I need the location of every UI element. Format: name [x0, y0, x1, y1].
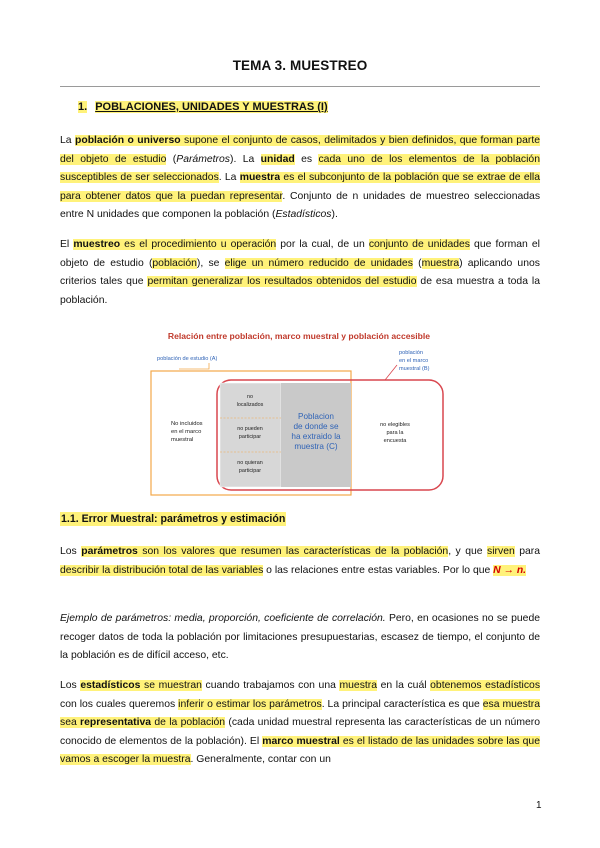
label-refuse-1: no quieran [237, 460, 263, 466]
text-run: que forman el objeto de estudio ( [60, 239, 540, 269]
label-sample-pop-4: muestra (C) [294, 442, 338, 451]
figure-title: Relación entre población, marco muestral y población accesible [167, 331, 431, 341]
text-run: Los [60, 680, 81, 691]
label-population: población de estudio (A) [157, 356, 218, 362]
text-run: en la cuál [377, 680, 431, 691]
text-run: ) aplicando unos criterios tales que [60, 257, 540, 288]
text-run: por la cual, de un [276, 239, 369, 250]
highlight-run: obtenemos estadísticos [430, 680, 541, 691]
label-not-located-1: no [247, 394, 253, 400]
label-not-eligible-3: encuesta [383, 438, 407, 444]
title-rule [60, 86, 540, 87]
text-run: con los cuales queremos [60, 698, 179, 710]
text-run: . La [218, 172, 240, 184]
term-representativa: representativa [80, 717, 152, 729]
label-not-located-2: localizados [236, 402, 264, 408]
highlight-run: describir la distribución total de las variables [60, 564, 264, 576]
highlight-run: elige un número reducido de unidades [224, 257, 413, 269]
formula-n: N → n. [493, 564, 527, 576]
highlight-run: población [152, 257, 197, 269]
text-run: . La principal característica es que [321, 698, 483, 710]
page-title: TEMA 3. MUESTREO [232, 58, 368, 73]
highlight-run: cada uno de los elementos de la población susceptibles de ser seleccionados [60, 153, 540, 184]
text-run: ). [331, 209, 338, 221]
label-frame-2: en el marco [399, 358, 429, 364]
section-heading-1 [78, 101, 328, 113]
subsection-label: 1.1. Error Muestral: parámetros y estimación [61, 513, 286, 525]
paragraph-estadisticos [60, 677, 540, 770]
label-not-included-1: No incluidos [171, 421, 203, 427]
text-run: La [60, 135, 75, 146]
term-muestra: muestra [239, 172, 281, 184]
highlight-run: se muestran [140, 680, 202, 691]
italic-run: Parámetros [176, 153, 230, 165]
section-label: POBLACIONES, UNIDADES Y MUESTRAS (I) [95, 101, 328, 113]
highlight-run: es el procedimiento u operación [120, 239, 277, 250]
label-not-included-2: en el marco [171, 429, 202, 435]
text-run: ( [412, 257, 422, 269]
highlight-run: muestra [339, 680, 378, 691]
label-cannot-participate-1: no pueden [237, 426, 263, 432]
text-run: es [294, 153, 319, 165]
italic-run: Ejemplo de parámetros: media, proporción, coeficiente de correlación. [60, 613, 386, 624]
label-sample-pop-2: de donde se [293, 422, 339, 431]
text-run: (cada unidad muestral representa las características de un número conocido de elementos de la población). El [60, 717, 540, 747]
pointer-line-frame [385, 365, 397, 380]
text-run: o las relaciones entre estas variables. Por lo que [263, 564, 494, 576]
label-frame-1: población [399, 350, 423, 356]
text-run: cuando trabajamos con una [201, 680, 340, 691]
term-unidad: unidad [260, 153, 295, 165]
text-run: de esa muestra a toda la población. [60, 276, 540, 306]
subsection-heading [60, 513, 286, 525]
text-run: ( [166, 153, 177, 165]
text-run: ), se [196, 257, 225, 269]
highlight-run: son los valores que resumen las características de la población [137, 546, 449, 557]
text-run: para [514, 546, 541, 557]
label-refuse-2: participar [238, 468, 262, 474]
text-run: . Generalmente, contar con un [190, 754, 331, 766]
text-run: ). La [229, 153, 261, 165]
highlight-run: es el subconjunto de la población que se extrae de ella para obtener datos que la puedan representar [60, 172, 540, 202]
label-frame-3: muestral (B) [399, 366, 430, 372]
term-estadisticos: estadísticos [80, 680, 141, 691]
paragraph-poblacion [60, 132, 540, 225]
highlight-run: es el listado de las unidades sobre las que vamos a escoger la muestra [60, 735, 540, 766]
highlight-run: supone el conjunto de casos, delimitados y bien definidos, que forman parte del objeto de estudio [60, 135, 540, 165]
label-cannot-participate-2: participar [238, 434, 262, 440]
population-diagram [149, 327, 449, 499]
paragraph-ejemplo [60, 610, 540, 666]
label-not-included-3: muestral [171, 437, 194, 443]
text-run: , y que [448, 546, 488, 557]
highlight-run: sirven [487, 546, 515, 557]
term-muestreo: muestreo [73, 239, 121, 250]
label-sample-pop-1: Poblacion [298, 412, 334, 421]
term-marco-muestral: marco muestral [262, 735, 340, 747]
pointer-line-population [179, 363, 209, 369]
highlight-run: conjunto de unidades [368, 239, 470, 250]
section-number: 1. [78, 101, 88, 113]
label-not-eligible-1: no elegibles [380, 422, 410, 428]
highlight-run: esa muestra sea [60, 698, 540, 729]
text-run: . Conjunto de n unidades de muestreo seleccionadas entre N unidades que componen la población ( [60, 190, 541, 221]
text-run: El [60, 239, 74, 250]
highlight-run: de la población [151, 717, 226, 729]
text-run: Los [60, 546, 82, 557]
label-sample-pop-3: ha extraido la [291, 432, 341, 441]
term-parametros: parámetros [81, 546, 138, 557]
page-number: 1 [536, 800, 542, 811]
label-not-eligible-2: para la [386, 430, 404, 436]
text-run: Pero, en ocasiones no se puede recoger datos de toda la población por limitaciones presupuestarias, escasez de tiempo, el conjunto de la población es de difícil acceso, etc. [60, 613, 541, 662]
highlight-run: permitan generalizar los resultados obtenidos del estudio [147, 276, 417, 288]
highlight-run: muestra [421, 257, 460, 269]
italic-run: Estadísticos [275, 209, 332, 221]
paragraph-muestreo [60, 236, 540, 310]
paragraph-parametros [60, 543, 540, 580]
highlight-run: inferir o estimar los parámetros [178, 698, 322, 710]
term-poblacion: población o universo [75, 135, 181, 146]
